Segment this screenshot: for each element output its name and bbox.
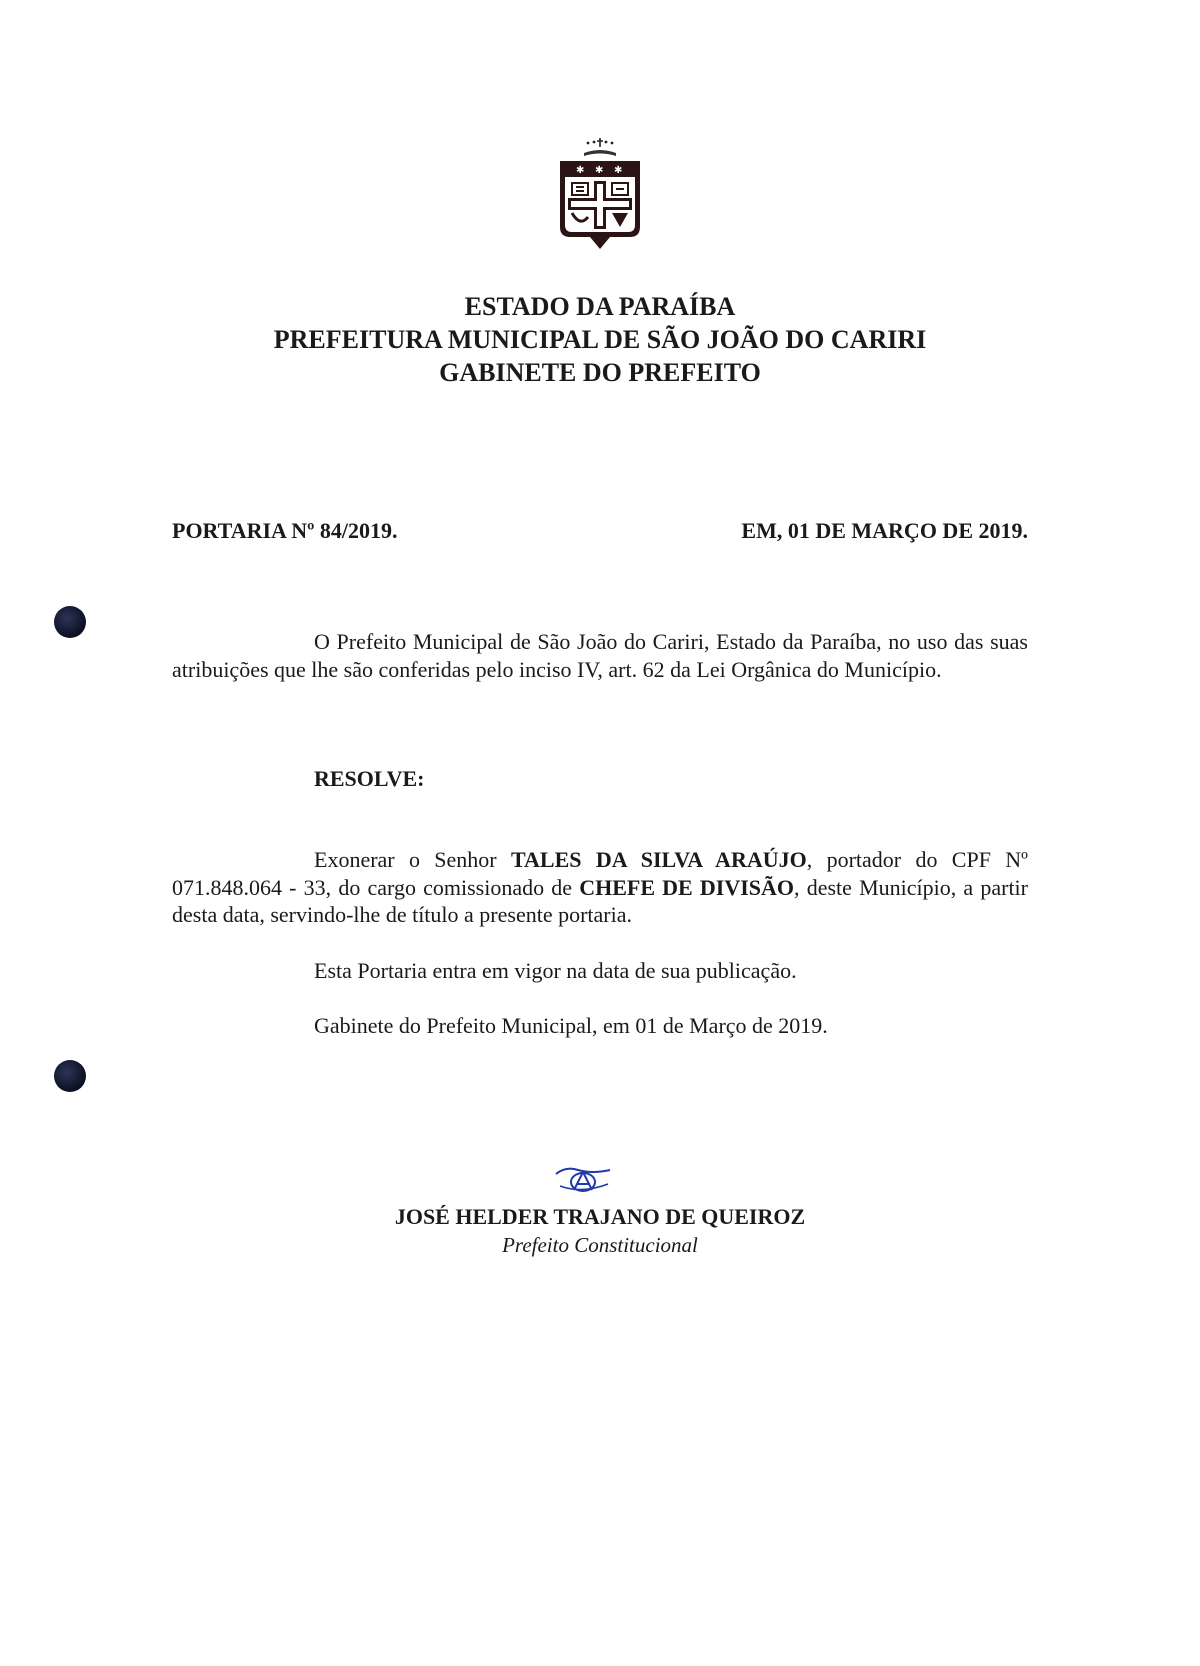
signer-title: Prefeito Constitucional [502, 1233, 698, 1257]
position-name: CHEFE DE DIVISÃO [579, 874, 795, 900]
punch-hole [54, 1060, 86, 1092]
resolution-text-part3: , deste Município, a partir desta data, servindo-lhe de título a presente portaria. [172, 874, 1028, 927]
portaria-number: PORTARIA Nº 84/2019. [172, 518, 398, 543]
svg-text:✱: ✱ [614, 165, 623, 176]
resolution-paragraph [172, 846, 1028, 929]
effect-statement: Esta Portaria entra em vigor na data de sua publicação. [314, 958, 797, 983]
resolution-text-part2: , portador do CPF Nº 071.848.064 - 33, do cargo comissionado de [172, 847, 1028, 900]
person-name: TALES DA SILVA ARAÚJO [510, 847, 807, 872]
document-header [0, 290, 1200, 389]
svg-text:✱: ✱ [576, 165, 585, 176]
closing-statement: Gabinete do Prefeito Municipal, em 01 de Março de 2019. [314, 1013, 828, 1038]
resolve-heading: RESOLVE: [314, 766, 425, 791]
resolution-text-part1: Exonerar o Senhor [314, 847, 511, 872]
portaria-date: EM, 01 DE MARÇO DE 2019. [741, 518, 1028, 543]
signer-name: JOSÉ HELDER TRAJANO DE QUEIROZ [394, 1204, 806, 1229]
coat-of-arms-icon [554, 137, 646, 255]
intro-text: O Prefeito Municipal de São João do Cariri, Estado da Paraíba, no uso das suas atribuições que lhe são conferidas pelo inciso IV, art. 62 da Lei Orgânica do Município. [172, 629, 1028, 682]
office-name: GABINETE DO PREFEITO [439, 358, 761, 387]
punch-hole [54, 606, 86, 638]
intro-paragraph [172, 628, 1028, 683]
handwritten-signature [552, 1162, 614, 1196]
municipality-name: PREFEITURA MUNICIPAL DE SÃO JOÃO DO CARIRI [273, 325, 927, 354]
svg-text:✱: ✱ [595, 165, 604, 176]
state-name: ESTADO DA PARAÍBA [464, 292, 736, 321]
